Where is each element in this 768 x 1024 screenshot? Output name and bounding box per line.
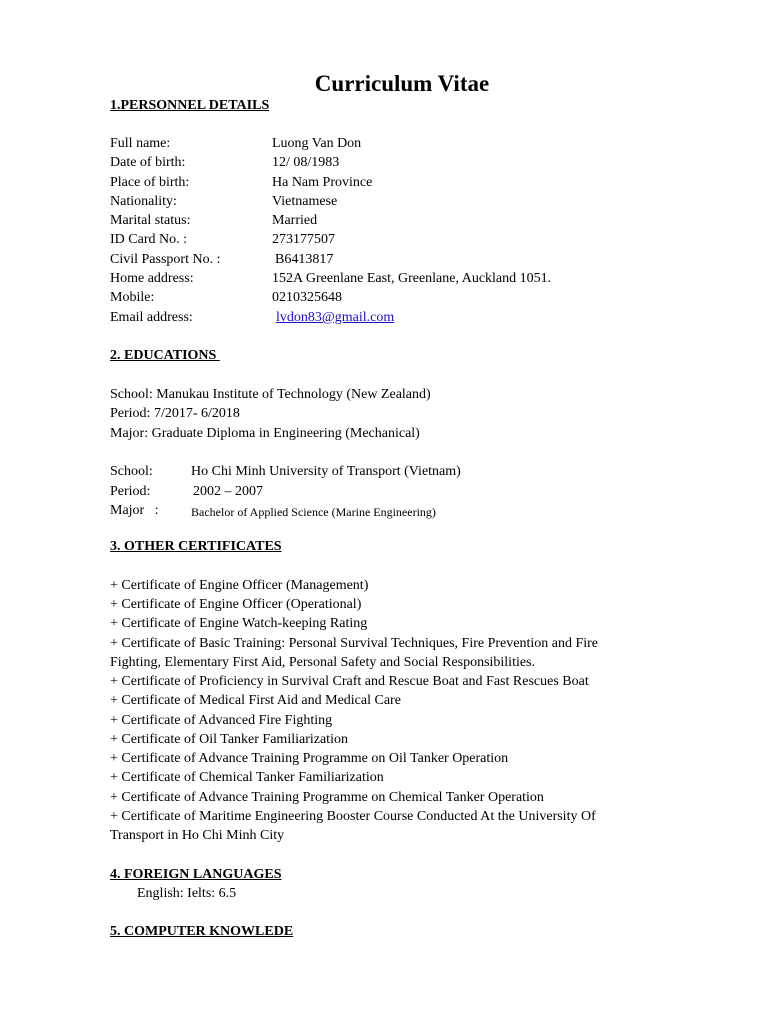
education-1-major: Major: Graduate Diploma in Engineering (Mechanical) — [110, 426, 420, 441]
id-card-value: 273177507 — [272, 232, 335, 247]
certificate-line: + Certificate of Advance Training Programme on Chemical Tanker Operation — [110, 790, 544, 805]
certificate-line: + Certificate of Chemical Tanker Familiarization — [110, 770, 384, 785]
certificate-line: + Certificate of Advance Training Programme on Oil Tanker Operation — [110, 751, 509, 766]
education-2-major-label: Major : — [110, 503, 159, 518]
mobile-value: 0210325648 — [272, 290, 342, 305]
page-title: Curriculum Vitae — [314, 71, 490, 96]
marital-status-value: Married — [272, 213, 318, 228]
education-1-school: School: Manukau Institute of Technology (New Zealand) — [110, 387, 431, 402]
mobile-label: Mobile: — [110, 290, 155, 305]
education-2-major-value: Bachelor of Applied Science (Marine Engineering) — [191, 505, 436, 519]
date-of-birth-label: Date of birth: — [110, 155, 186, 170]
date-of-birth-value: 12/ 08/1983 — [272, 155, 340, 170]
english-level: English: Ielts: 6.5 — [137, 886, 237, 901]
education-heading: 2. EDUCATIONS — [110, 348, 220, 363]
education-2-period-value: 2002 – 2007 — [193, 484, 263, 499]
certificate-line: + Certificate of Engine Watch-keeping Rating — [110, 616, 368, 631]
certificate-line: Fighting, Elementary First Aid, Personal Safety and Social Responsibilities. — [110, 655, 536, 670]
nationality-value: Vietnamese — [272, 194, 338, 209]
certificate-line: + Certificate of Medical First Aid and Medical Care — [110, 693, 401, 708]
email-link[interactable]: lvdon83@gmail.com — [276, 310, 395, 325]
education-1-period: Period: 7/2017- 6/2018 — [110, 406, 240, 421]
full-name-value: Luong Van Don — [272, 136, 362, 151]
education-2-school-label: School: — [110, 464, 153, 479]
home-address-label: Home address: — [110, 271, 194, 286]
languages-heading: 4. FOREIGN LANGUAGES — [110, 867, 282, 882]
home-address-value: 152A Greenlane East, Greenlane, Auckland 1051. — [272, 271, 552, 286]
computer-knowledge-heading: 5. COMPUTER KNOWLEDE — [110, 924, 294, 939]
certificate-line: + Certificate of Engine Officer (Operational) — [110, 597, 362, 612]
passport-label: Civil Passport No. : — [110, 252, 221, 267]
nationality-label: Nationality: — [110, 194, 177, 209]
certificate-line: + Certificate of Maritime Engineering Booster Course Conducted At the University Of — [110, 809, 596, 824]
marital-status-label: Marital status: — [110, 213, 191, 228]
certificate-line: + Certificate of Oil Tanker Familiarization — [110, 732, 348, 747]
education-2-period-label: Period: — [110, 484, 151, 499]
certificate-line: Transport in Ho Chi Minh City — [110, 828, 285, 843]
personal-details-heading: 1.PERSONNEL DETAILS — [110, 98, 270, 113]
email-label: Email address: — [110, 310, 193, 325]
place-of-birth-value: Ha Nam Province — [272, 175, 373, 190]
id-card-label: ID Card No. : — [110, 232, 187, 247]
education-2-school-value: Ho Chi Minh University of Transport (Vietnam) — [191, 464, 461, 479]
place-of-birth-label: Place of birth: — [110, 175, 190, 190]
full-name-label: Full name: — [110, 136, 171, 151]
passport-value: B6413817 — [275, 252, 334, 267]
certificate-line: + Certificate of Advanced Fire Fighting — [110, 713, 333, 728]
certificate-line: + Certificate of Engine Officer (Management) — [110, 578, 369, 593]
certificate-line: + Certificate of Basic Training: Personal Survival Techniques, Fire Prevention and Fire — [110, 636, 599, 651]
certificate-line: + Certificate of Proficiency in Survival Craft and Rescue Boat and Fast Rescues Boat — [110, 674, 589, 689]
certificates-heading: 3. OTHER CERTIFICATES — [110, 539, 282, 554]
